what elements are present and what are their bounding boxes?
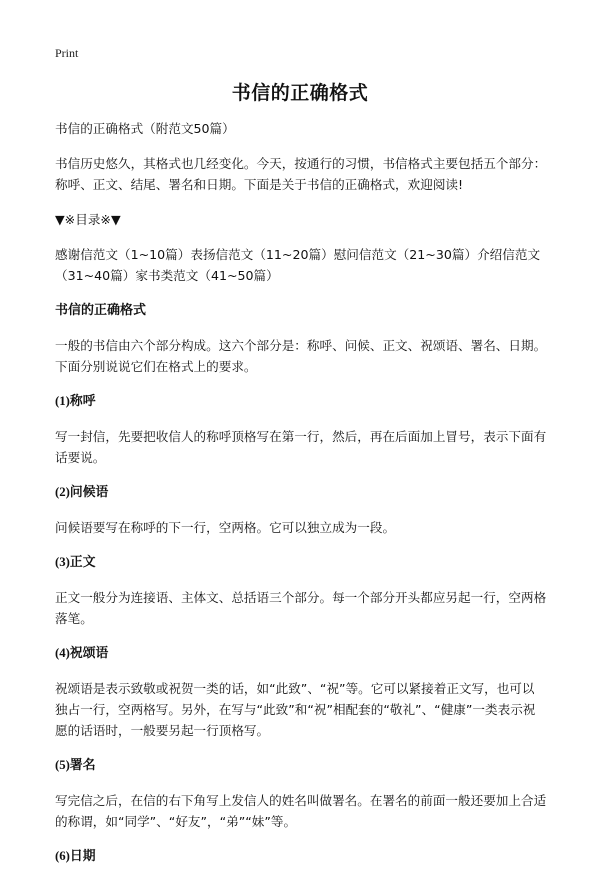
part-heading-signature <box>55 755 547 776</box>
article-body <box>55 118 547 881</box>
part-text-salutation: 写一封信，先要把收信人的称呼顶格写在第一行，然后，再在后面加上冒号，表示下面有话要说。 <box>55 429 547 465</box>
toc-link-thanks[interactable]: 感谢信范文（1~10篇） <box>55 247 191 262</box>
intro-paragraph: 书信历史悠久，其格式也几经变化。今天，按通行的习惯，书信格式主要包括五个部分：称呼、正文、结尾、署名和日期。下面是关于书信的正确格式，欢迎阅读! <box>55 156 547 192</box>
part-text-blessing: 祝颂语是表示致敬或祝贺一类的话，如“此致”、“祝”等。它可以紧接着正文写，也可以独占一行，空两格写。另外，在写与“此致”和“祝”相配套的“敬礼”、“健康”一类表示祝愿的话语时，一般要另起一行顶格写。 <box>55 681 536 738</box>
part-text-greeting: 问候语要写在称呼的下一行，空两格。它可以独立成为一段。 <box>55 520 396 535</box>
article-subtitle: 书信的正确格式（附范文50篇） <box>55 121 235 136</box>
part-title: 正文 <box>69 555 96 570</box>
part-heading-salutation <box>55 391 547 412</box>
toc-label: ▼※目录※▼ <box>55 212 121 227</box>
part-text-signature: 写完信之后，在信的右下角写上发信人的姓名叫做署名。在署名的前面一般还要加上合适的称谓，如“同学”、“好友”，“弟”“妹”等。 <box>55 793 547 829</box>
part-heading-greeting <box>55 482 547 503</box>
part-number: (2) <box>55 485 70 499</box>
section-intro: 一般的书信由六个部分构成。这六个部分是：称呼、问候、正文、祝颂语、署名、日期。下面分别说说它们在格式上的要求。 <box>55 338 547 374</box>
part-heading-body <box>55 552 547 573</box>
toc-link-praise[interactable]: 表扬信范文（11~20篇） <box>190 247 334 262</box>
part-heading-date <box>55 846 547 867</box>
part-number: (5) <box>55 758 70 772</box>
part-title: 日期 <box>69 849 96 864</box>
toc-link-condolence[interactable]: 慰问信范文（21~30篇） <box>333 247 478 262</box>
page-title: 书信的正确格式 <box>231 82 369 104</box>
part-number: (6) <box>55 849 70 863</box>
toc-link-introduction[interactable]: 介绍信范文（31~40篇） <box>55 247 541 283</box>
part-title: 祝颂语 <box>69 646 109 661</box>
part-title: 称呼 <box>69 394 96 409</box>
section-heading: 书信的正确格式 <box>55 303 147 318</box>
part-number: (1) <box>55 394 70 408</box>
print-link[interactable]: Print <box>55 46 79 60</box>
part-number: (3) <box>55 555 70 569</box>
toc-links <box>55 244 547 286</box>
part-number: (4) <box>55 646 70 660</box>
toc-link-family[interactable]: 家书类范文（41~50篇） <box>135 268 279 283</box>
part-text-body: 正文一般分为连接语、主体文、总括语三个部分。每一个部分开头都应另起一行，空两格落笔。 <box>55 590 547 626</box>
part-title: 问候语 <box>69 485 109 500</box>
part-title: 署名 <box>69 758 96 773</box>
part-heading-blessing <box>55 643 547 664</box>
